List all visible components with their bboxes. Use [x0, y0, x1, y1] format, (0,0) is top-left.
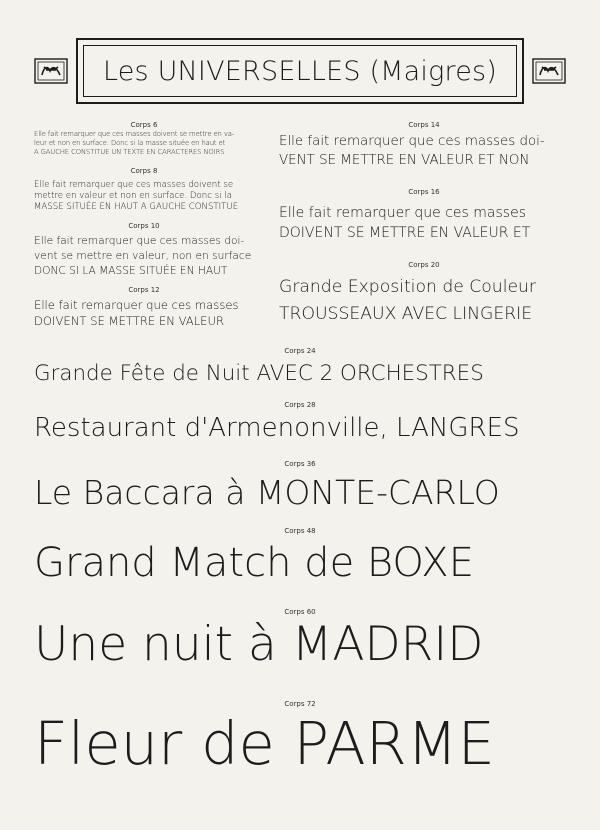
corps-24-label: Corps 24	[284, 347, 316, 355]
specimen-line: leur et non en surface. Donc si la masse située en haut et	[34, 139, 226, 147]
specimen-line: Elle fait remarquer que ces masses	[279, 205, 526, 221]
specimen-line: TROUSSEAUX AVEC LINGERIE	[279, 304, 533, 324]
corps-20-label: Corps 20	[408, 261, 440, 269]
corps-48-label: Corps 48	[284, 527, 316, 535]
corps-20-specimen	[279, 279, 536, 333]
corps-60-label: Corps 60	[284, 608, 316, 616]
floral-ornament-icon	[34, 58, 68, 84]
corps-36-label: Corps 36	[284, 460, 316, 468]
corps-16-specimen	[279, 206, 530, 246]
specimen-line: DOIVENT SE METTRE EN VALEUR	[34, 314, 225, 328]
corps-6-label: Corps 6	[130, 121, 158, 129]
corps-14-specimen	[279, 135, 545, 173]
specimen-line: Elle fait remarquer que ces masses doivent se	[34, 180, 234, 190]
specimen-line: DOIVENT SE METTRE EN VALEUR ET	[279, 225, 531, 241]
specimen-line: vent se mettre en valeur, non en surface	[34, 250, 252, 262]
specimen-line: A GAUCHE CONSTITUE UN TEXTE EN CARACTERES NOIRS	[34, 148, 225, 156]
corps-24-specimen: Grande Fête de Nuit AVEC 2 ORCHESTRES	[34, 361, 484, 386]
corps-16-label: Corps 16	[408, 188, 440, 196]
specimen-line: Elle fait remarquer que ces masses	[34, 298, 239, 312]
floral-ornament-icon	[532, 58, 566, 84]
corps-8-label: Corps 8	[130, 167, 158, 175]
corps-60-specimen: Une nuit à MADRID	[34, 617, 484, 672]
corps-12-label: Corps 12	[128, 286, 160, 294]
corps-36-specimen: Le Baccara à MONTE-CARLO	[34, 473, 500, 512]
page-title: Les UNIVERSELLES (Maigres)	[102, 55, 498, 87]
corps-28-label: Corps 28	[284, 401, 316, 409]
specimen-line: VENT SE METTRE EN VALEUR ET NON	[279, 153, 530, 168]
specimen-line: DONC SI LA MASSE SITUÉE EN HAUT	[34, 265, 228, 277]
corps-14-label: Corps 14	[408, 121, 440, 129]
corps-72-label: Corps 72	[284, 700, 316, 708]
corps-72-specimen: Fleur de PARME	[34, 709, 495, 778]
specimen-line: mettre en valeur et non en surface. Donc si la	[34, 191, 232, 201]
corps-10-specimen	[34, 236, 251, 281]
specimen-line: Grande Exposition de Couleur	[279, 277, 536, 297]
title-frame	[76, 38, 524, 104]
corps-10-label: Corps 10	[128, 222, 160, 230]
specimen-line: Elle fait remarquer que ces masses doivent se mettre en va-	[34, 130, 235, 138]
corps-48-specimen: Grand Match de BOXE	[34, 540, 474, 586]
specimen-line: Elle fait remarquer que ces masses doi-	[34, 235, 245, 247]
corps-6-specimen	[34, 131, 234, 158]
corps-8-specimen	[34, 181, 238, 214]
corps-28-specimen: Restaurant d'Armenonville, LANGRES	[34, 413, 520, 443]
specimen-line: Elle fait remarquer que ces masses doi-	[279, 134, 545, 149]
specimen-line: MASSE SITUÉE EN HAUT A GAUCHE CONSTITUE	[34, 202, 239, 212]
corps-12-specimen	[34, 300, 239, 332]
